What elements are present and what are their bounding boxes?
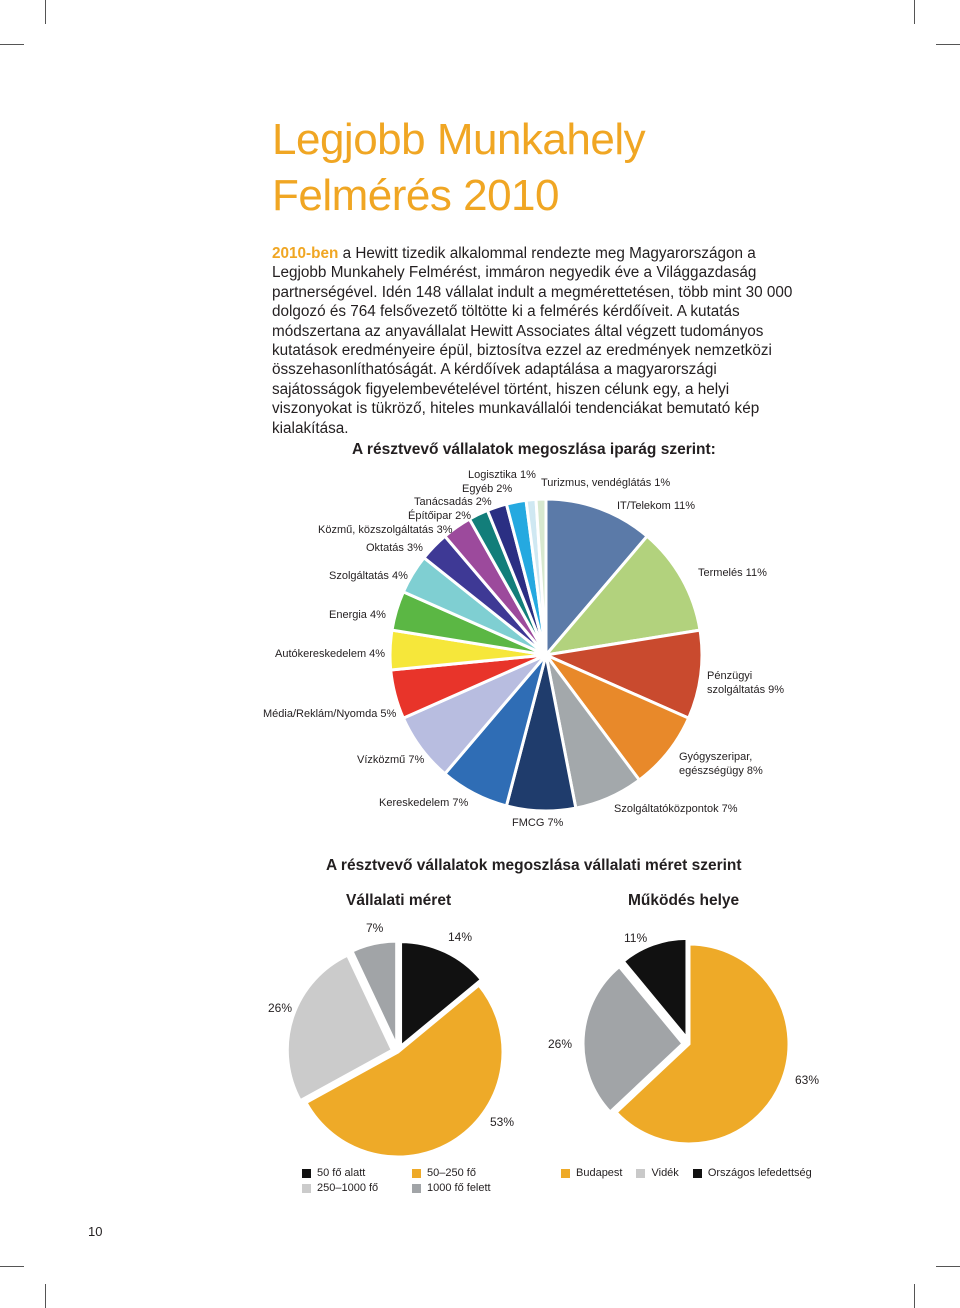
slice-label: Logisztika 1% <box>468 469 536 481</box>
slice-label: 63% <box>795 1073 820 1087</box>
legend-item <box>412 1181 491 1196</box>
legend-label: 250–1000 fő <box>317 1182 379 1194</box>
legend-item <box>561 1166 622 1181</box>
legend-label: Vidék <box>651 1167 679 1179</box>
legend-item <box>693 1166 812 1181</box>
legend-swatch <box>636 1169 645 1178</box>
slice-label: Termelés 11% <box>698 567 767 579</box>
legend-label: Országos lefedettség <box>707 1167 812 1179</box>
slice-label: Energia 4% <box>329 609 386 621</box>
slice-label: Szolgáltatás 4% <box>329 570 408 582</box>
size-legend <box>302 1166 511 1196</box>
size-chart-title: Vállalati méret <box>346 892 452 909</box>
legend-swatch <box>693 1169 702 1178</box>
legend-swatch <box>302 1184 311 1193</box>
legend-item <box>302 1181 392 1196</box>
slice-label: Építőipar 2% <box>408 510 471 522</box>
slice-label: Tanácsadás 2% <box>414 496 492 508</box>
slice-label: 14% <box>448 930 473 944</box>
slice-label: Szolgáltatóközpontok 7% <box>614 803 738 815</box>
legend-swatch <box>302 1169 311 1178</box>
slice-label: Egyéb 2% <box>462 483 513 495</box>
location-legend <box>561 1166 826 1181</box>
legend-item <box>302 1166 392 1181</box>
slice-label: Vízközmű 7% <box>357 754 425 766</box>
legend-item <box>412 1166 476 1181</box>
slice-label: 53% <box>490 1115 515 1129</box>
location-chart-title: Működés helye <box>628 892 740 909</box>
page-number: 10 <box>88 1224 103 1239</box>
slice-label: FMCG 7% <box>512 817 564 829</box>
size-section-title: A résztvevő vállalatok megoszlása vállalati méret szerint <box>326 857 742 874</box>
intro-body: a Hewitt tizedik alkalommal rendezte meg Magyarországon a Legjobb Munkahely Felmérést, immáron negyedik éve a Világgazdaság partnerségével. Idén 148 vállalat indult a megmérettetésen, több mint 30 000 dolgozó és 764 felsővezető töltötte ki a felmérés kérdőíveit. A kutatás módszertana az anyavállalat Hewitt Associates által végzett tudományos kutatások eredményeire épül, biztosítva ezzel az eredmények nemzetközi összehasonlíthatóságát. A kérdőívek adaptálása a magyarországi sajátosságok figyelembevételével történt, hiszen célunk egy, a helyi viszonyokat is tükröző, hiteles munkavállalói tendenciákat bemutató kép kialakítása. <box>272 245 793 437</box>
slice-label: 26% <box>548 1037 573 1051</box>
title-line-2: Felmérés 2010 <box>272 171 559 220</box>
slice-label: Média/Reklám/Nyomda 5% <box>263 708 397 720</box>
slice-label: Pénzügyi szolgáltatás 9% <box>707 670 785 696</box>
legend-label: 50–250 fő <box>427 1167 476 1179</box>
slice-label: Közmű, közszolgáltatás 3% <box>318 524 453 536</box>
slice-label: Oktatás 3% <box>366 542 423 554</box>
legend-label: Budapest <box>576 1167 623 1179</box>
intro-lead: 2010-ben <box>272 245 339 262</box>
slice-label: Kereskedelem 7% <box>379 797 469 809</box>
legend-item <box>636 1166 678 1181</box>
legend-swatch <box>412 1184 421 1193</box>
slice-label: 26% <box>268 1001 293 1015</box>
slice-label: Gyógyszeripar, egészségügy 8% <box>679 751 763 777</box>
legend-label: 50 fő alatt <box>317 1167 366 1179</box>
slice-label: 7% <box>366 921 384 935</box>
slice-label: Turizmus, vendéglátás 1% <box>541 477 671 489</box>
slice-label: 11% <box>624 931 648 945</box>
legend-swatch <box>412 1169 421 1178</box>
slice-label: Autókereskedelem 4% <box>275 648 386 660</box>
industry-chart-title: A résztvevő vállalatok megoszlása iparág szerint: <box>352 441 716 458</box>
legend-label: 1000 fő felett <box>427 1182 491 1194</box>
legend-swatch <box>561 1169 570 1178</box>
title-line-1: Legjobb Munkahely <box>272 115 646 164</box>
slice-label: IT/Telekom 11% <box>617 500 696 512</box>
